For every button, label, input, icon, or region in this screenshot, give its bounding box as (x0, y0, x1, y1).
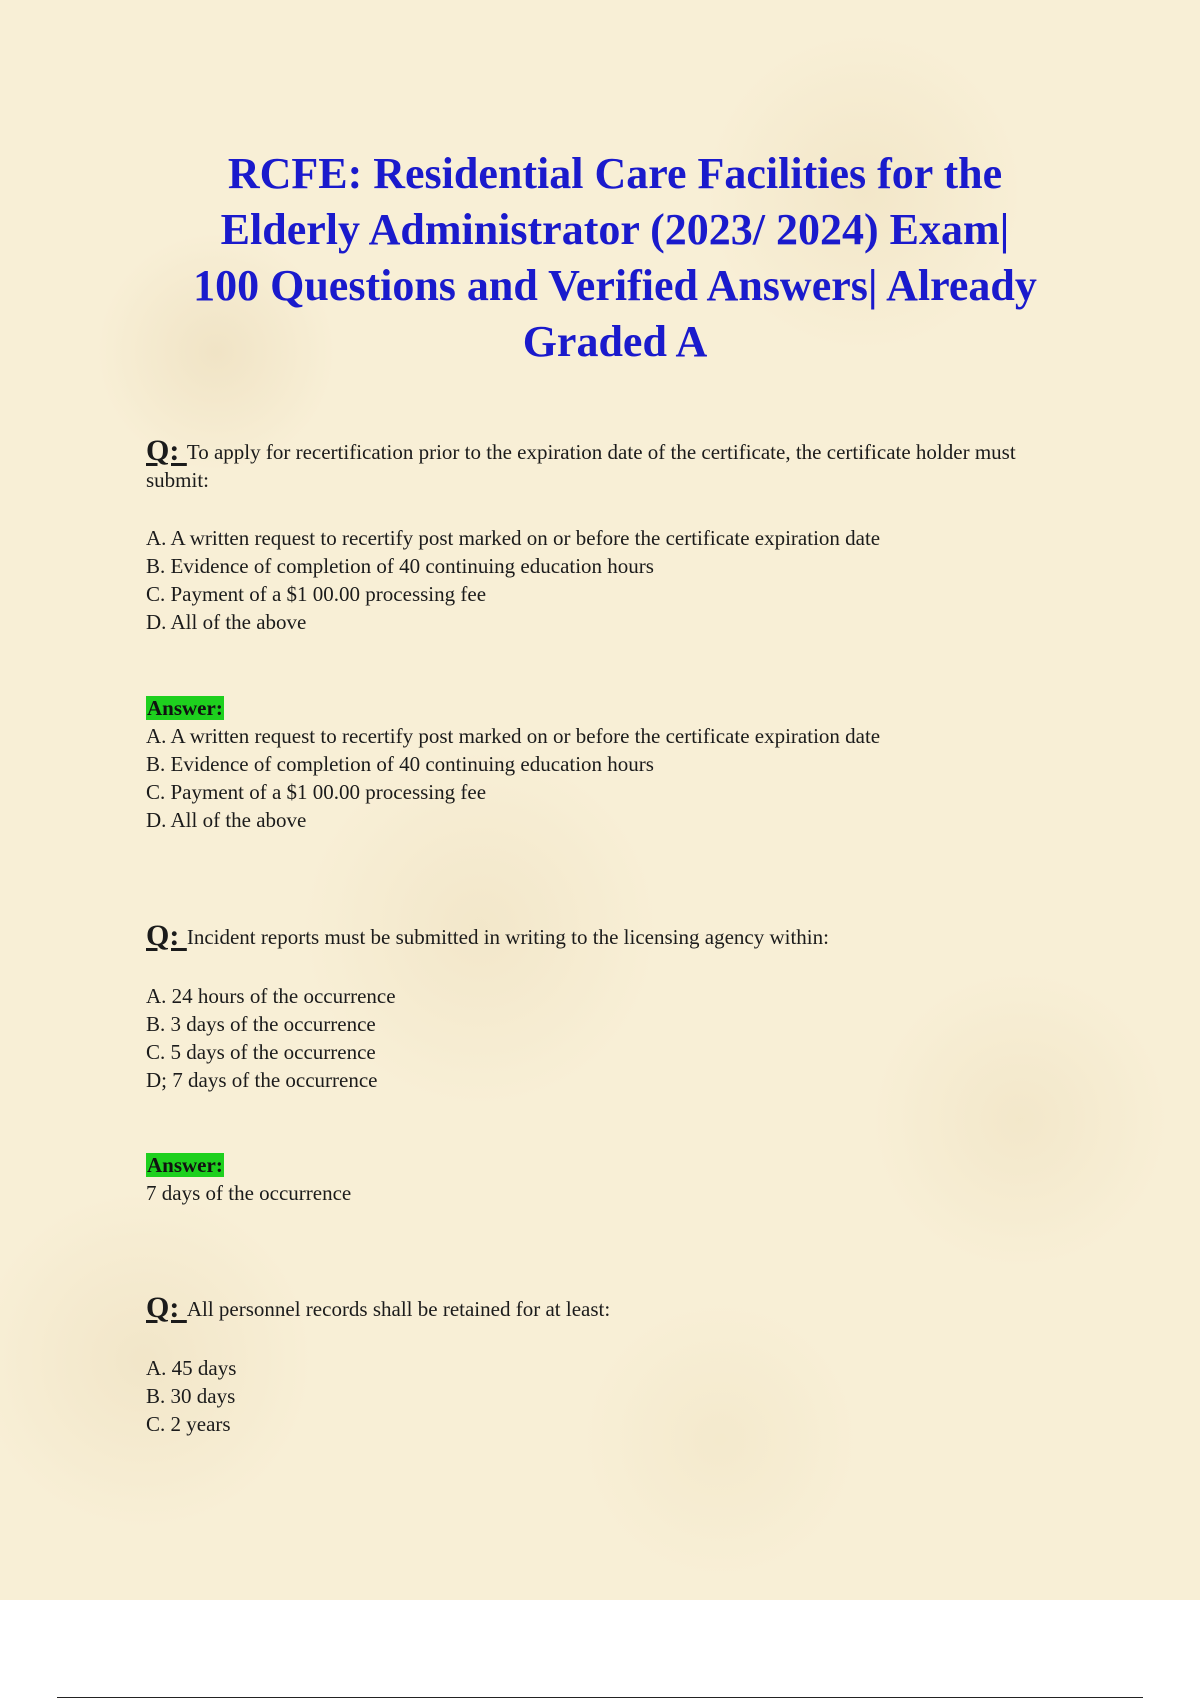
question-block-2 (146, 919, 1066, 952)
option-item: D. All of the above (146, 610, 307, 634)
answer-line: 7 days of the occurrence (146, 1181, 352, 1205)
question-line (146, 434, 1066, 494)
options-list-1 (146, 524, 1066, 636)
answer-lines (146, 722, 1066, 834)
answer-block-1 (146, 694, 1066, 834)
footer-divider (57, 1697, 1143, 1698)
question-block-1 (146, 434, 1066, 494)
answer-block-2 (146, 1151, 1066, 1207)
option-item: B. 3 days of the occurrence (146, 1012, 376, 1036)
answer-label: Answer: (147, 1153, 223, 1177)
question-marker: Q: (146, 434, 187, 467)
answer-line: B. Evidence of completion of 40 continuing education hours (146, 752, 654, 776)
question-line (146, 919, 1066, 952)
answer-lines (146, 1179, 1066, 1207)
option-item: C. 5 days of the occurrence (146, 1040, 376, 1064)
answer-label: Answer: (147, 696, 223, 720)
option-item: D; 7 days of the occurrence (146, 1068, 378, 1092)
answer-line: C. Payment of a $1 00.00 processing fee (146, 780, 487, 804)
option-item: B. Evidence of completion of 40 continuing education hours (146, 554, 654, 578)
options-list-2 (146, 982, 1066, 1094)
option-item: C. Payment of a $1 00.00 processing fee (146, 582, 487, 606)
question-marker: Q: (146, 919, 187, 952)
option-item: A. A written request to recertify post marked on or before the certificate expiration date (146, 526, 881, 550)
answer-line: D. All of the above (146, 808, 307, 832)
question-marker: Q: (146, 1291, 187, 1324)
question-text: Incident reports must be submitted in writing to the licensing agency within: (186, 925, 829, 949)
answer-line: A. A written request to recertify post marked on or before the certificate expiration date (146, 724, 881, 748)
question-text: All personnel records shall be retained for at least: (186, 1297, 611, 1321)
question-block-3 (146, 1291, 1066, 1324)
option-item: B. 30 days (146, 1384, 236, 1408)
option-item: C. 2 years (146, 1412, 231, 1436)
question-line (146, 1291, 1066, 1324)
document-title: RCFE: Residential Care Facilities for the Elderly Administrator (2023/ 2024) Exam| 100 Questions and Verified Answers| Already Graded A (193, 149, 1037, 366)
option-item: A. 24 hours of the occurrence (146, 984, 396, 1008)
options-list-3 (146, 1354, 1066, 1438)
question-text: To apply for recertification prior to the expiration date of the certificate, the certificate holder must submit: (146, 440, 1016, 492)
option-item: A. 45 days (146, 1356, 237, 1380)
